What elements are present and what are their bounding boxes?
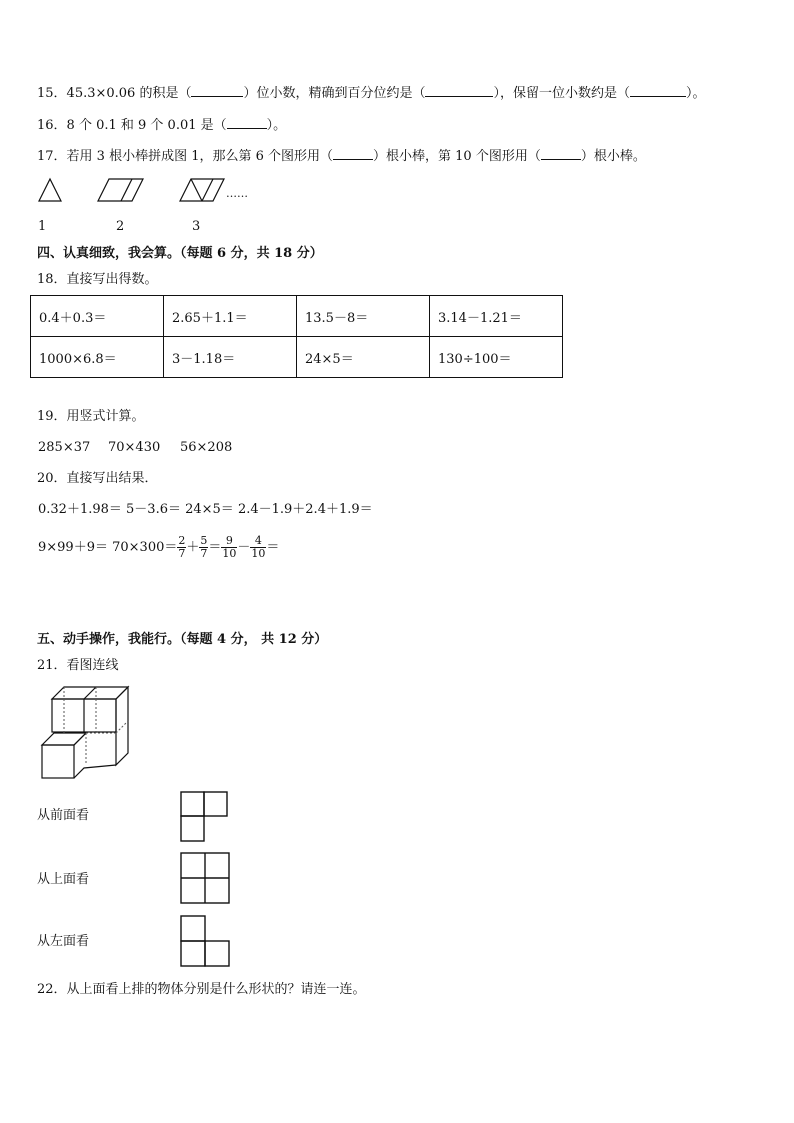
plus-sign: ＋ xyxy=(186,540,200,555)
q15-text-3: ），保留一位小数约是（ xyxy=(493,86,630,101)
q22-title: 22．从上面看上排的物体分别是什么形状的？请连一连。 xyxy=(37,982,366,997)
view-shape-2 xyxy=(181,853,229,903)
view-label-front: 从前面看 xyxy=(37,808,90,823)
q18-title: 18．直接写出得数。 xyxy=(37,272,158,287)
fraction: $\frac{9}{10}$ xyxy=(222,534,237,560)
section-4-heading: 四、认真细致，我会算。（每题 6 分，共 18 分） xyxy=(37,246,323,261)
q19-title: 19．用竖式计算。 xyxy=(37,409,145,424)
q19-item-2: 70×430 xyxy=(108,440,161,455)
equals-sign: ＝ xyxy=(208,540,222,555)
view-shape-1 xyxy=(181,792,227,841)
fraction: $\frac{4}{10}$ xyxy=(251,534,266,560)
q20-line-2-start: 9×99＋9＝ 70×300＝ xyxy=(38,540,178,555)
q17-text-1: 17．若用 3 根小棒拼成图 1，那么第 6 个图形用（ xyxy=(37,149,334,164)
q17-ellipsis: …… xyxy=(226,187,248,200)
equals-sign: ＝ xyxy=(266,540,280,555)
calc-cell[interactable]: 0.4＋0.3＝ xyxy=(31,296,164,337)
q20-title: 20．直接写出结果． xyxy=(37,471,158,486)
calc-cell[interactable]: 130÷100＝ xyxy=(430,337,563,378)
calc-cell[interactable]: 2.65＋1.1＝ xyxy=(164,296,297,337)
minus-sign: － xyxy=(237,540,251,555)
q19-item-3: 56×208 xyxy=(180,440,233,455)
q17-label-1: 1 xyxy=(38,219,47,234)
calc-cell[interactable]: 1000×6.8＝ xyxy=(31,337,164,378)
q20-line-1: 0.32＋1.98＝ 5－3.6＝ 24×5＝ 2.4－1.9＋2.4＋1.9＝ xyxy=(38,502,373,517)
view-shape-3 xyxy=(181,916,229,966)
calc-cell[interactable]: 13.5－8＝ xyxy=(297,296,430,337)
q17-text-2: ）根小棒，第 10 个图形用（ xyxy=(373,149,541,164)
q16-text-2: ）。 xyxy=(266,118,287,133)
q15-text-1: 15．45.3×0.06 的积是（ xyxy=(37,86,192,101)
view-label-left: 从左面看 xyxy=(37,934,90,949)
q15-text-4: ）。 xyxy=(686,86,706,101)
calc-cell[interactable]: 3.14－1.21＝ xyxy=(430,296,563,337)
q17-label-3: 3 xyxy=(192,219,201,234)
q17-label-2: 2 xyxy=(116,219,125,234)
q19-item-1: 285×37 xyxy=(38,440,91,455)
fraction: $\frac{5}{7}$ xyxy=(200,534,208,560)
q21-title: 21．看图连线 xyxy=(37,658,119,673)
q16-text-1: 16．8 个 0.1 和 9 个 0.01 是（ xyxy=(37,118,227,133)
fraction: $\frac{2}{7}$ xyxy=(178,534,186,560)
q17-text-3: ）根小棒。 xyxy=(580,149,646,164)
view-label-top: 从上面看 xyxy=(37,872,90,887)
section-5-heading: 五、动手操作，我能行。（每题 4 分， 共 12 分） xyxy=(37,632,328,647)
calc-cell[interactable]: 24×5＝ xyxy=(297,337,430,378)
q15-text-2: ）位小数，精确到百分位约是（ xyxy=(243,86,426,101)
calc-cell[interactable]: 3－1.18＝ xyxy=(164,337,297,378)
